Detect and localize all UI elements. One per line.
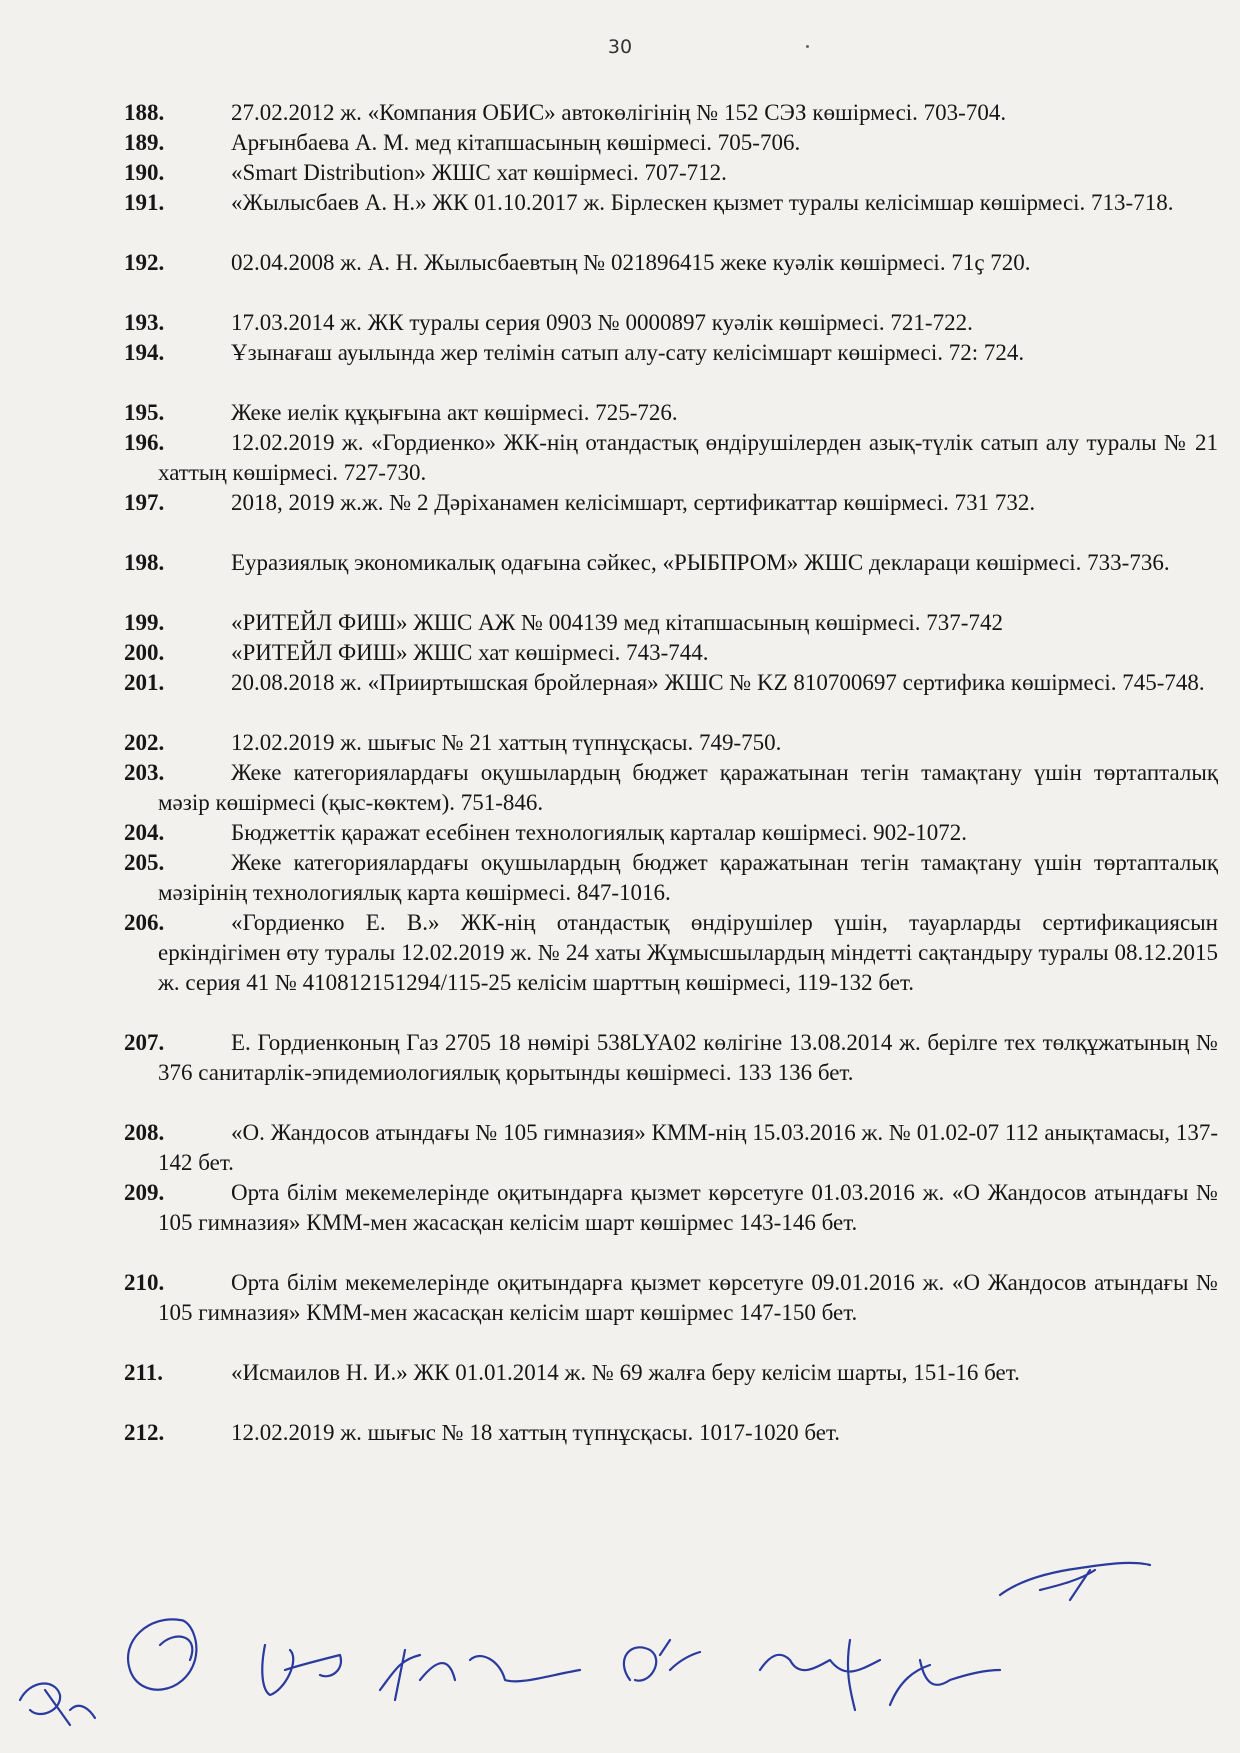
item-number: 197. [124,490,165,515]
list-item [0,1178,1240,1262]
item-text: 17.03.2014 ж. ЖК туралы серия 0903 № 0000897 куәлік көшірмесі. 721-722. [231,310,973,335]
item-text: Арғынбаева А. М. мед кітапшасының көшірмесі. 705-706. [231,130,801,155]
item-text: 02.04.2008 ж. А. Н. Жылысбаевтың № 021896415 жеке куәлік көшірмесі. 71ҫ 720. [231,250,1031,275]
item-text: 12.02.2019 ж. шығыс № 21 хаттың түпнұсқасы. 749-750. [231,730,782,755]
item-number: 194. [124,340,165,365]
item-number: 207. [124,1030,165,1055]
signature-3 [262,1645,341,1695]
signature-7 [890,1660,1000,1705]
item-number: 202. [124,730,165,755]
item-number: 205. [124,850,165,875]
item-number: 191. [124,190,165,215]
item-text: «Жылысбаев А. Н.» ЖК 01.10.2017 ж. Бірлескен қызмет туралы келісімшар көшірмесі. 713-718. [231,190,1174,215]
item-text: Жеке категориялардағы оқушылардың бюджет қаражатынан тегін тамақтану үшін төртапталық мәзірінің технологиялық карта көшірмесі. 847-1016. [158,850,1218,905]
item-text: 2018, 2019 ж.ж. № 2 Дәріханамен келісімшарт, сертификаттар көшірмесі. 731 732. [231,490,1036,515]
item-text: Орта білім мекемелерінде оқитындарға қызмет көрсетуге 09.01.2016 ж. «О Жандосов атындағы № 105 гимназия» КММ-мен жасасқан келісім шарт көшірмес 147-150 бет. [158,1270,1218,1325]
page-edge [1222,0,1240,1753]
item-number: 189. [124,130,165,155]
signature-6 [760,1640,880,1710]
item-text: «Исмаилов Н. И.» ЖК 01.01.2014 ж. № 69 жалға беру келісім шарты, 151-16 бет. [231,1360,1020,1385]
handwritten-signatures [0,1560,1240,1753]
item-number: 206. [124,910,165,935]
item-text: 20.08.2018 ж. «Прииртышская бройлерная» ЖШС № KZ 810700697 сертифика көшірмесі. 745-748. [231,670,1205,695]
item-text: «РИТЕЙЛ ФИШ» ЖШС хат көшірмесі. 743-744. [231,640,709,665]
item-number: 200. [124,640,165,665]
item-number: 212. [124,1420,165,1445]
signature-2 [128,1619,196,1689]
item-number: 195. [124,400,165,425]
item-text: Еуразиялық экономикалық одағына сәйкес, «РЫБПРОМ» ЖШС деклараци көшірмесі. 733-736. [231,550,1170,575]
item-number: 192. [124,250,165,275]
item-number: 208. [124,1120,165,1145]
item-text: Жеке иелік құқығына акт көшірмесі. 725-726. [231,400,678,425]
item-text: «Smart Distribution» ЖШС хат көшірмесі. 707-712. [231,160,727,185]
item-number: 203. [124,760,165,785]
item-number: 193. [124,310,165,335]
item-number: 190. [124,160,165,185]
item-number: 188. [124,100,165,125]
item-text: Е. Гордиенконың Газ 2705 18 нөмірі 538LYA02 көлігіне 13.08.2014 ж. берілге тех төлқұжатының № 376 санитарлік-эпидемиологиялық қорытынды көшірмесі. 133 136 бет. [158,1030,1218,1085]
list-item [0,908,1240,995]
item-number: 210. [124,1270,165,1295]
item-number: 209. [124,1180,165,1205]
item-text: 12.02.2019 ж. «Гордиенко» ЖК-нің отандастық өндірушілерден азық-түлік сатып алу туралы № 21 хаттың көшірмесі. 727-730. [158,430,1218,485]
list-item [0,1028,1240,1112]
signature-5 [624,1640,700,1681]
item-number: 198. [124,550,165,575]
signature-1 [20,1684,95,1725]
signature-4 [380,1650,580,1700]
signature-8 [1000,1563,1150,1600]
page-number: 30 [607,36,633,58]
list-item [0,1418,1240,1502]
scan-speck [806,45,809,48]
item-text: «РИТЕЙЛ ФИШ» ЖШС АЖ № 004139 мед кітапшасының көшірмесі. 737-742 [231,610,1003,635]
item-number: 199. [124,610,165,635]
item-text: Бюджеттік қаражат есебінен технологиялық карталар көшірмесі. 902-1072. [231,820,967,845]
item-number: 196. [124,430,165,455]
item-number: 211. [124,1360,163,1385]
document-list [0,98,1240,1618]
item-text: «Гордиенко Е. В.» ЖК-нің отандастық өндірушілер үшін, тауарларды сертификациясын еркіндігімен өту туралы 12.02.2019 ж. № 24 хаты Жұмысшылардың міндетті сақтандыру туралы 08.12.2015 ж. серия 41 № 410812151294/115-25 келісім шарттың көшірмесі, 119-132 бет. [158,910,1218,995]
item-text: Орта білім мекемелерінде оқитындарға қызмет көрсетуге 01.03.2016 ж. «О Жандосов атындағы № 105 гимназия» КММ-мен жасасқан келісім шарт көшірмес 143-146 бет. [158,1180,1218,1235]
signatures-area [0,1560,1240,1753]
item-text: Ұзынағаш ауылында жер телімін сатып алу-сату келісімшарт көшірмесі. 72: 724. [231,340,1025,365]
item-text: «О. Жандосов атындағы № 105 гимназия» КММ-нің 15.03.2016 ж. № 01.02-07 112 анықтамасы, 137-142 бет. [158,1120,1218,1175]
item-text: Жеке категориялардағы оқушылардың бюджет қаражатынан тегін тамақтану үшін төртапталық мәзір көшірмесі (қыс-көктем). 751-846. [158,760,1218,815]
item-text: 12.02.2019 ж. шығыс № 18 хаттың түпнұсқасы. 1017-1020 бет. [231,1420,841,1445]
item-number: 201. [124,670,165,695]
item-text: 27.02.2012 ж. «Компания ОБИС» автокөлігінің № 152 СЭЗ көшірмесі. 703-704. [231,100,1007,125]
list-item [0,1268,1240,1352]
item-number: 204. [124,820,165,845]
